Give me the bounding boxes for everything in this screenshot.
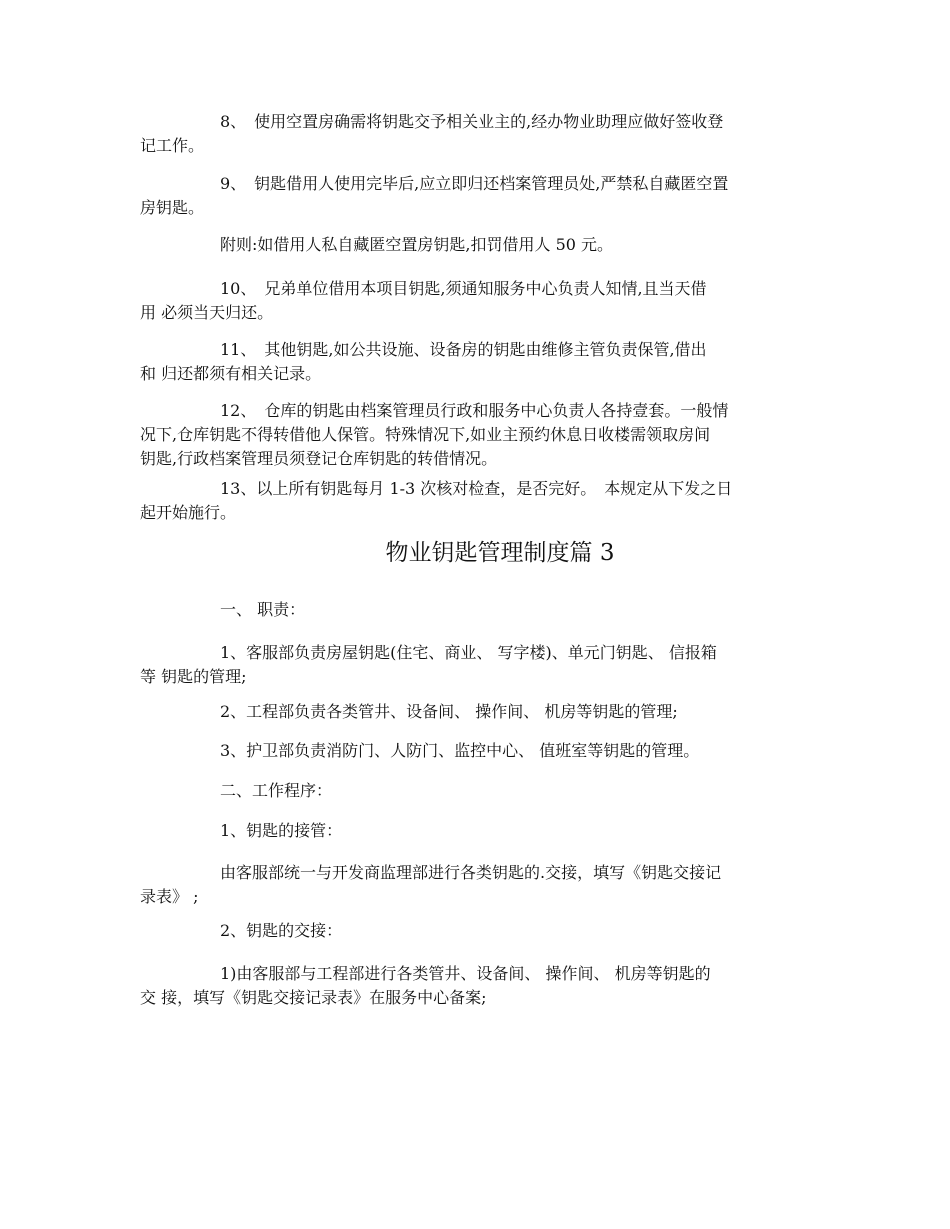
paragraph-duty-1 [140,641,812,689]
text-line: 附则:如借用人私自藏匿空置房钥匙,扣罚借用人 50 元。 [140,235,614,254]
text-line: 11、 其他钥匙,如公共设施、设备房的钥匙由维修主管负责保管,借出 [140,340,707,359]
paragraph-key-handover-heading [140,919,812,943]
paragraph-key-handover [140,962,812,1010]
section-title: 物业钥匙管理制度篇 3 [385,540,615,566]
paragraph-appendix [140,233,812,257]
text-line: 1)由客服部与工程部进行各类管井、设备间、 操作间、 机房等钥匙的 [140,964,711,983]
paragraph-duty-3 [140,739,812,763]
paragraph-key-takeover-heading [140,819,812,843]
paragraph-item-8 [140,110,812,158]
text-line: 12、 仓库的钥匙由档案管理员行政和服务中心负责人各持壹套。一般情 [140,401,729,420]
text-line: 用 必须当天归还。 [140,303,274,322]
paragraph-item-13 [140,477,812,525]
paragraph-item-12 [140,399,812,471]
text-line: 8、 使用空置房确需将钥匙交予相关业主的,经办物业助理应做好签收登 [140,112,724,131]
paragraph-duty-2 [140,700,812,724]
text-line: 钥匙,行政档案管理员须登记仓库钥匙的转借情况。 [140,449,498,468]
text-line: 录表》 ; [140,887,199,906]
paragraph-duties-heading [140,598,812,622]
text-line: 13、以上所有钥匙每月 1-3 次核对检查，是否完好。 本规定从下发之日 [140,479,733,498]
text-line: 交 接，填写《钥匙交接记录表》在服务中心备案; [140,988,487,1007]
text-line: 2、钥匙的交接： [140,921,343,940]
text-line: 9、 钥匙借用人使用完毕后,应立即归还档案管理员处,严禁私自藏匿空置 [140,174,729,193]
paragraph-item-10 [140,277,812,325]
text-line: 等 钥匙的管理; [140,667,247,686]
text-line: 1、客服部负责房屋钥匙(住宅、商业、 写字楼)、单元门钥匙、 信报箱 [140,643,717,662]
text-line: 10、 兄弟单位借用本项目钥匙,须通知服务中心负责人知情,且当天借 [140,279,707,298]
text-line: 二、工作程序： [140,781,333,800]
paragraph-key-takeover [140,861,812,909]
text-line: 况下,仓库钥匙不得转借他人保管。特殊情况下,如业主预约休息日收楼需领取房间 [140,425,711,444]
text-line: 房钥匙。 [140,198,205,217]
text-line: 1、钥匙的接管： [140,821,343,840]
text-line: 2、工程部负责各类管井、设备间、 操作间、 机房等钥匙的管理; [140,702,678,721]
text-line: 由客服部统一与开发商监理部进行各类钥匙的.交接，填写《钥匙交接记 [140,863,722,882]
paragraph-item-9 [140,172,812,220]
text-line: 一、 职责： [140,600,306,619]
text-line: 3、护卫部负责消防门、人防门、监控中心、 值班室等钥匙的管理。 [140,741,700,760]
text-line: 记工作。 [140,136,205,155]
text-line: 和 归还都须有相关记录。 [140,364,322,383]
paragraph-procedure-heading [140,779,812,803]
paragraph-item-11 [140,338,812,386]
text-line: 起开始施行。 [140,503,237,522]
